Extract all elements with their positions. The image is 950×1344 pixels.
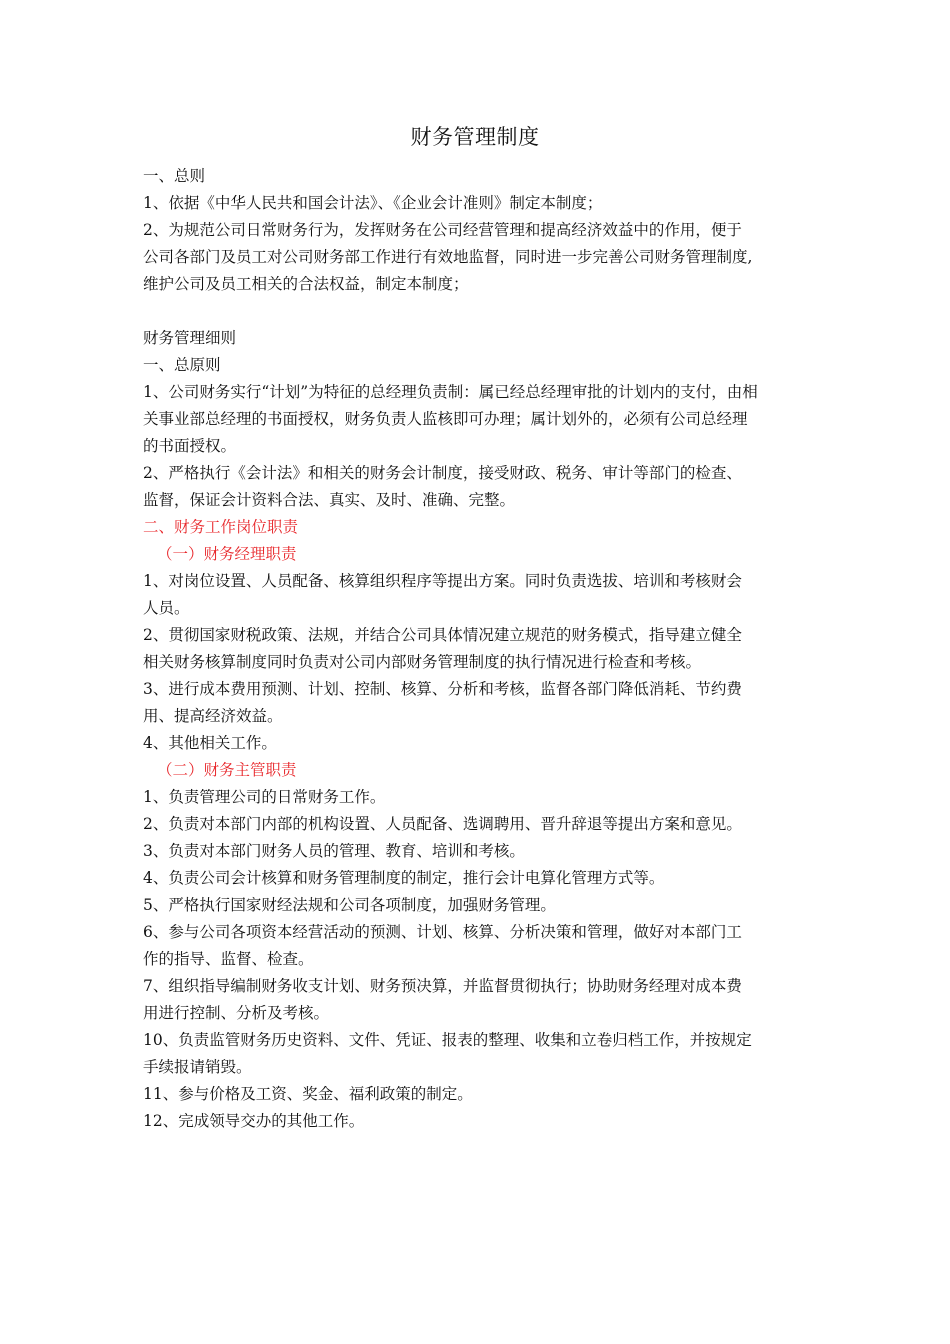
paragraph-line: 公司各部门及员工对公司财务部工作进行有效地监督，同时进一步完善公司财务管理制度, [143, 248, 753, 266]
paragraph-line: 12、完成领导交办的其他工作。 [143, 1112, 365, 1130]
paragraph-line: 4、其他相关工作。 [143, 734, 277, 752]
paragraph-line: 2、负责对本部门内部的机构设置、人员配备、选调聘用、晋升辞退等提出方案和意见。 [143, 815, 742, 833]
paragraph-line: 11、参与价格及工资、奖金、福利政策的制定。 [143, 1085, 473, 1103]
paragraph-line: 1、负责管理公司的日常财务工作。 [143, 788, 386, 806]
paragraph-line: 手续报请销毁。 [143, 1058, 252, 1076]
paragraph-line: 的书面授权。 [143, 437, 237, 455]
paragraph-line: 6、参与公司各项资本经营活动的预测、计划、核算、分析决策和管理，做好对本部门工 [143, 923, 742, 941]
paragraph-line: 维护公司及员工相关的合法权益，制定本制度； [143, 275, 469, 293]
paragraph-line: 2、严格执行《会计法》和相关的财务会计制度，接受财政、税务、审计等部门的检查、 [143, 464, 742, 482]
paragraph-line: 10、负责监管财务历史资料、文件、凭证、报表的整理、收集和立卷归档工作，并按规定 [143, 1031, 752, 1049]
paragraph-line: 2、贯彻国家财税政策、法规，并结合公司具体情况建立规范的财务模式，指导建立健全 [143, 626, 742, 644]
paragraph-line: 4、负责公司会计核算和财务管理制度的制定，推行会计电算化管理方式等。 [143, 869, 665, 887]
paragraph-line: 用进行控制、分析及考核。 [143, 1004, 330, 1022]
paragraph-line: 1、公司财务实行“计划”为特征的总经理负责制：属已经总经理审批的计划内的支付，由相 [143, 383, 758, 401]
paragraph-line: 用、提高经济效益。 [143, 707, 283, 725]
paragraph-line: 相关财务核算制度同时负责对公司内部财务管理制度的执行情况进行检查和考核。 [143, 653, 702, 671]
paragraph-line: 3、负责对本部门财务人员的管理、教育、培训和考核。 [143, 842, 525, 860]
subsection-heading-manager: （一）财务经理职责 [157, 545, 297, 563]
paragraph-line: 作的指导、监督、检查。 [143, 950, 314, 968]
paragraph-line: 1、依据《中华人民共和国会计法》、《企业会计准则》制定本制度； [143, 194, 603, 212]
section-heading-general: 一、总则 [143, 167, 206, 185]
paragraph-line: 关事业部总经理的书面授权，财务负责人监核即可办理；属计划外的，必须有公司总经理 [143, 410, 748, 428]
subsection-heading-supervisor: （二）财务主管职责 [157, 761, 297, 779]
paragraph-line: 5、严格执行国家财经法规和公司各项制度，加强财务管理。 [143, 896, 556, 914]
paragraph-line: 2、为规范公司日常财务行为，发挥财务在公司经营管理和提高经济效益中的作用，便于 [143, 221, 742, 239]
section-heading-rules: 财务管理细则 [143, 329, 237, 347]
document-title: 财务管理制度 [410, 125, 540, 149]
paragraph-line: 1、对岗位设置、人员配备、核算组织程序等提出方案。同时负责选拔、培训和考核财会 [143, 572, 742, 590]
blank-line [143, 298, 813, 325]
section-heading-duties: 二、财务工作岗位职责 [143, 518, 299, 536]
document-body [143, 163, 813, 1135]
paragraph-line: 人员。 [143, 599, 190, 617]
section-heading-principles: 一、总原则 [143, 356, 221, 374]
paragraph-line: 监督，保证会计资料合法、真实、及时、准确、完整。 [143, 491, 516, 509]
paragraph-line: 7、组织指导编制财务收支计划、财务预决算，并监督贯彻执行；协助财务经理对成本费 [143, 977, 742, 995]
paragraph-line: 3、进行成本费用预测、计划、控制、核算、分析和考核，监督各部门降低消耗、节约费 [143, 680, 742, 698]
